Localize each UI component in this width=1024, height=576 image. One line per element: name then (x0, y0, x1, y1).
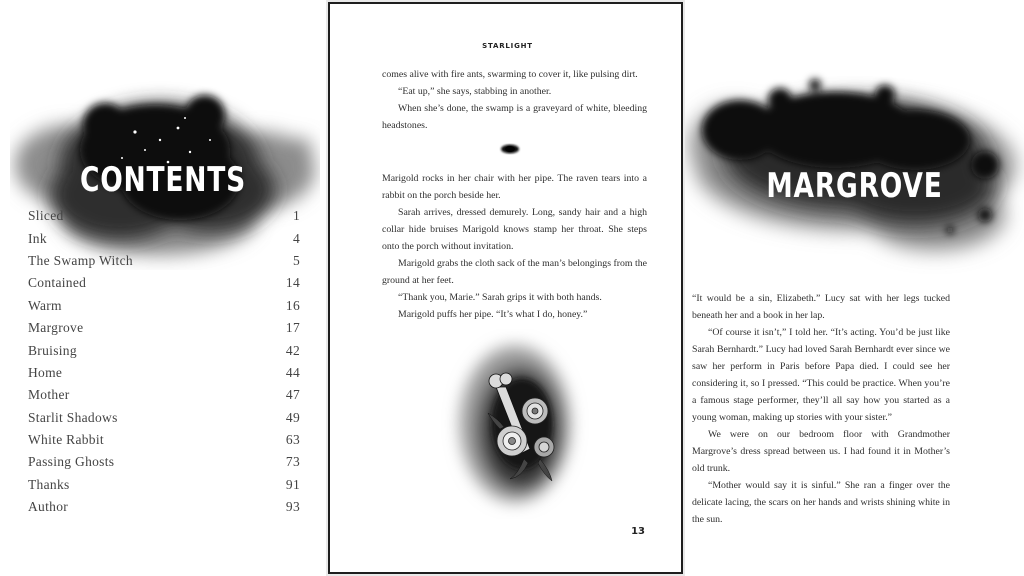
paragraph: When she’s done, the swamp is a graveyard of white, bleeding headstones. (382, 103, 647, 131)
toc-page-number: 44 (285, 364, 300, 380)
toc-page-number: 63 (285, 432, 300, 448)
toc-entry[interactable] (28, 451, 300, 473)
toc-chapter-title: Passing Ghosts (28, 454, 115, 470)
toc-page-number: 47 (285, 387, 300, 403)
toc-entry[interactable] (28, 407, 300, 429)
toc-chapter-title: Mother (28, 387, 70, 403)
toc-chapter-title: Margrove (28, 320, 84, 336)
toc-chapter-title: Starlit Shadows (28, 409, 118, 425)
paragraph: “It would be a sin, Elizabeth.” Lucy sat with her legs tucked beneath her and a book in her lap. (692, 293, 950, 321)
toc-chapter-title: Contained (28, 275, 87, 291)
toc-entry[interactable] (28, 317, 300, 339)
toc-page-number: 93 (285, 499, 300, 515)
bone-and-marigold-illustration (440, 329, 590, 519)
toc-page-number: 1 (292, 208, 300, 224)
toc-entry[interactable] (28, 205, 300, 227)
toc-chapter-title: Warm (28, 297, 62, 313)
toc-page-number: 14 (285, 275, 300, 291)
paragraph: Sarah arrives, dressed demurely. Long, sandy hair and a high collar hide bruises Marigold knows stamp her throat. She steps onto the porch without invitation. (382, 207, 647, 252)
toc-page-number: 4 (292, 230, 300, 246)
toc-page-number: 73 (285, 454, 300, 470)
toc-page-number: 17 (285, 320, 300, 336)
toc-chapter-title: Ink (28, 230, 47, 246)
chapter-text (692, 290, 950, 528)
toc-entry[interactable] (28, 384, 300, 406)
toc-chapter-title: Thanks (28, 476, 70, 492)
contents-title: CONTENTS (79, 160, 247, 200)
toc-entry[interactable] (28, 272, 300, 294)
text-block-top (382, 66, 647, 134)
toc-chapter-title: Home (28, 364, 63, 380)
ink-blot-margrove (685, 55, 1024, 275)
chapter-title: MARGROVE (766, 166, 943, 206)
toc-page-number: 5 (292, 252, 300, 268)
toc-chapter-title: Bruising (28, 342, 77, 358)
paragraph: “Mother would say it is sinful.” She ran a finger over the delicate lacing, the scars on her hands and wrists shining white in the sun. (692, 480, 950, 525)
table-of-contents (28, 205, 300, 518)
toc-entry[interactable] (28, 339, 300, 361)
toc-chapter-title: Author (28, 499, 69, 515)
section-break-ornament (496, 142, 524, 156)
toc-entry[interactable] (28, 496, 300, 518)
chapter-page (685, 0, 1024, 576)
toc-entry[interactable] (28, 227, 300, 249)
paragraph: comes alive with fire ants, swarming to cover it, like pulsing dirt. (382, 69, 638, 80)
toc-entry[interactable] (28, 250, 300, 272)
running-head: STARLIGHT (482, 42, 533, 50)
page-number: 13 (631, 526, 645, 537)
toc-page-number: 16 (285, 297, 300, 313)
paragraph: Marigold rocks in her chair with her pipe. The raven tears into a rabbit on the porch beside her. (382, 173, 647, 201)
paragraph: “Eat up,” she says, stabbing in another. (398, 86, 552, 97)
contents-page (0, 0, 326, 576)
paragraph: “Of course it isn’t,” I told her. “It’s acting. You’d be just like Sarah Bernhardt.” Lucy had loved Sarah Bernhardt ever since we saw her perform in Paris before Papa died. I could see her considering it, so I pressed. “This could be practice. When you’re a famous stage performer, they’ll all say how you started as a young woman, making up stories with your sister.” (692, 327, 950, 423)
story-page (328, 2, 683, 574)
toc-chapter-title: Sliced (28, 208, 64, 224)
paragraph: Marigold puffs her pipe. “It’s what I do, honey.” (398, 309, 588, 320)
text-block-bottom (382, 170, 647, 323)
paragraph: Marigold grabs the cloth sack of the man’s belongings from the ground at her feet. (382, 258, 647, 286)
toc-entry[interactable] (28, 295, 300, 317)
toc-page-number: 49 (285, 409, 300, 425)
toc-page-number: 42 (285, 342, 300, 358)
toc-chapter-title: The Swamp Witch (28, 252, 133, 268)
toc-entry[interactable] (28, 362, 300, 384)
toc-page-number: 91 (285, 476, 300, 492)
toc-chapter-title: White Rabbit (28, 432, 104, 448)
toc-entry[interactable] (28, 429, 300, 451)
toc-entry[interactable] (28, 474, 300, 496)
paragraph: “Thank you, Marie.” Sarah grips it with both hands. (398, 292, 602, 303)
paragraph: We were on our bedroom floor with Grandmother Margrove’s dress spread between us. I had found it in Mother’s old trunk. (692, 429, 950, 474)
